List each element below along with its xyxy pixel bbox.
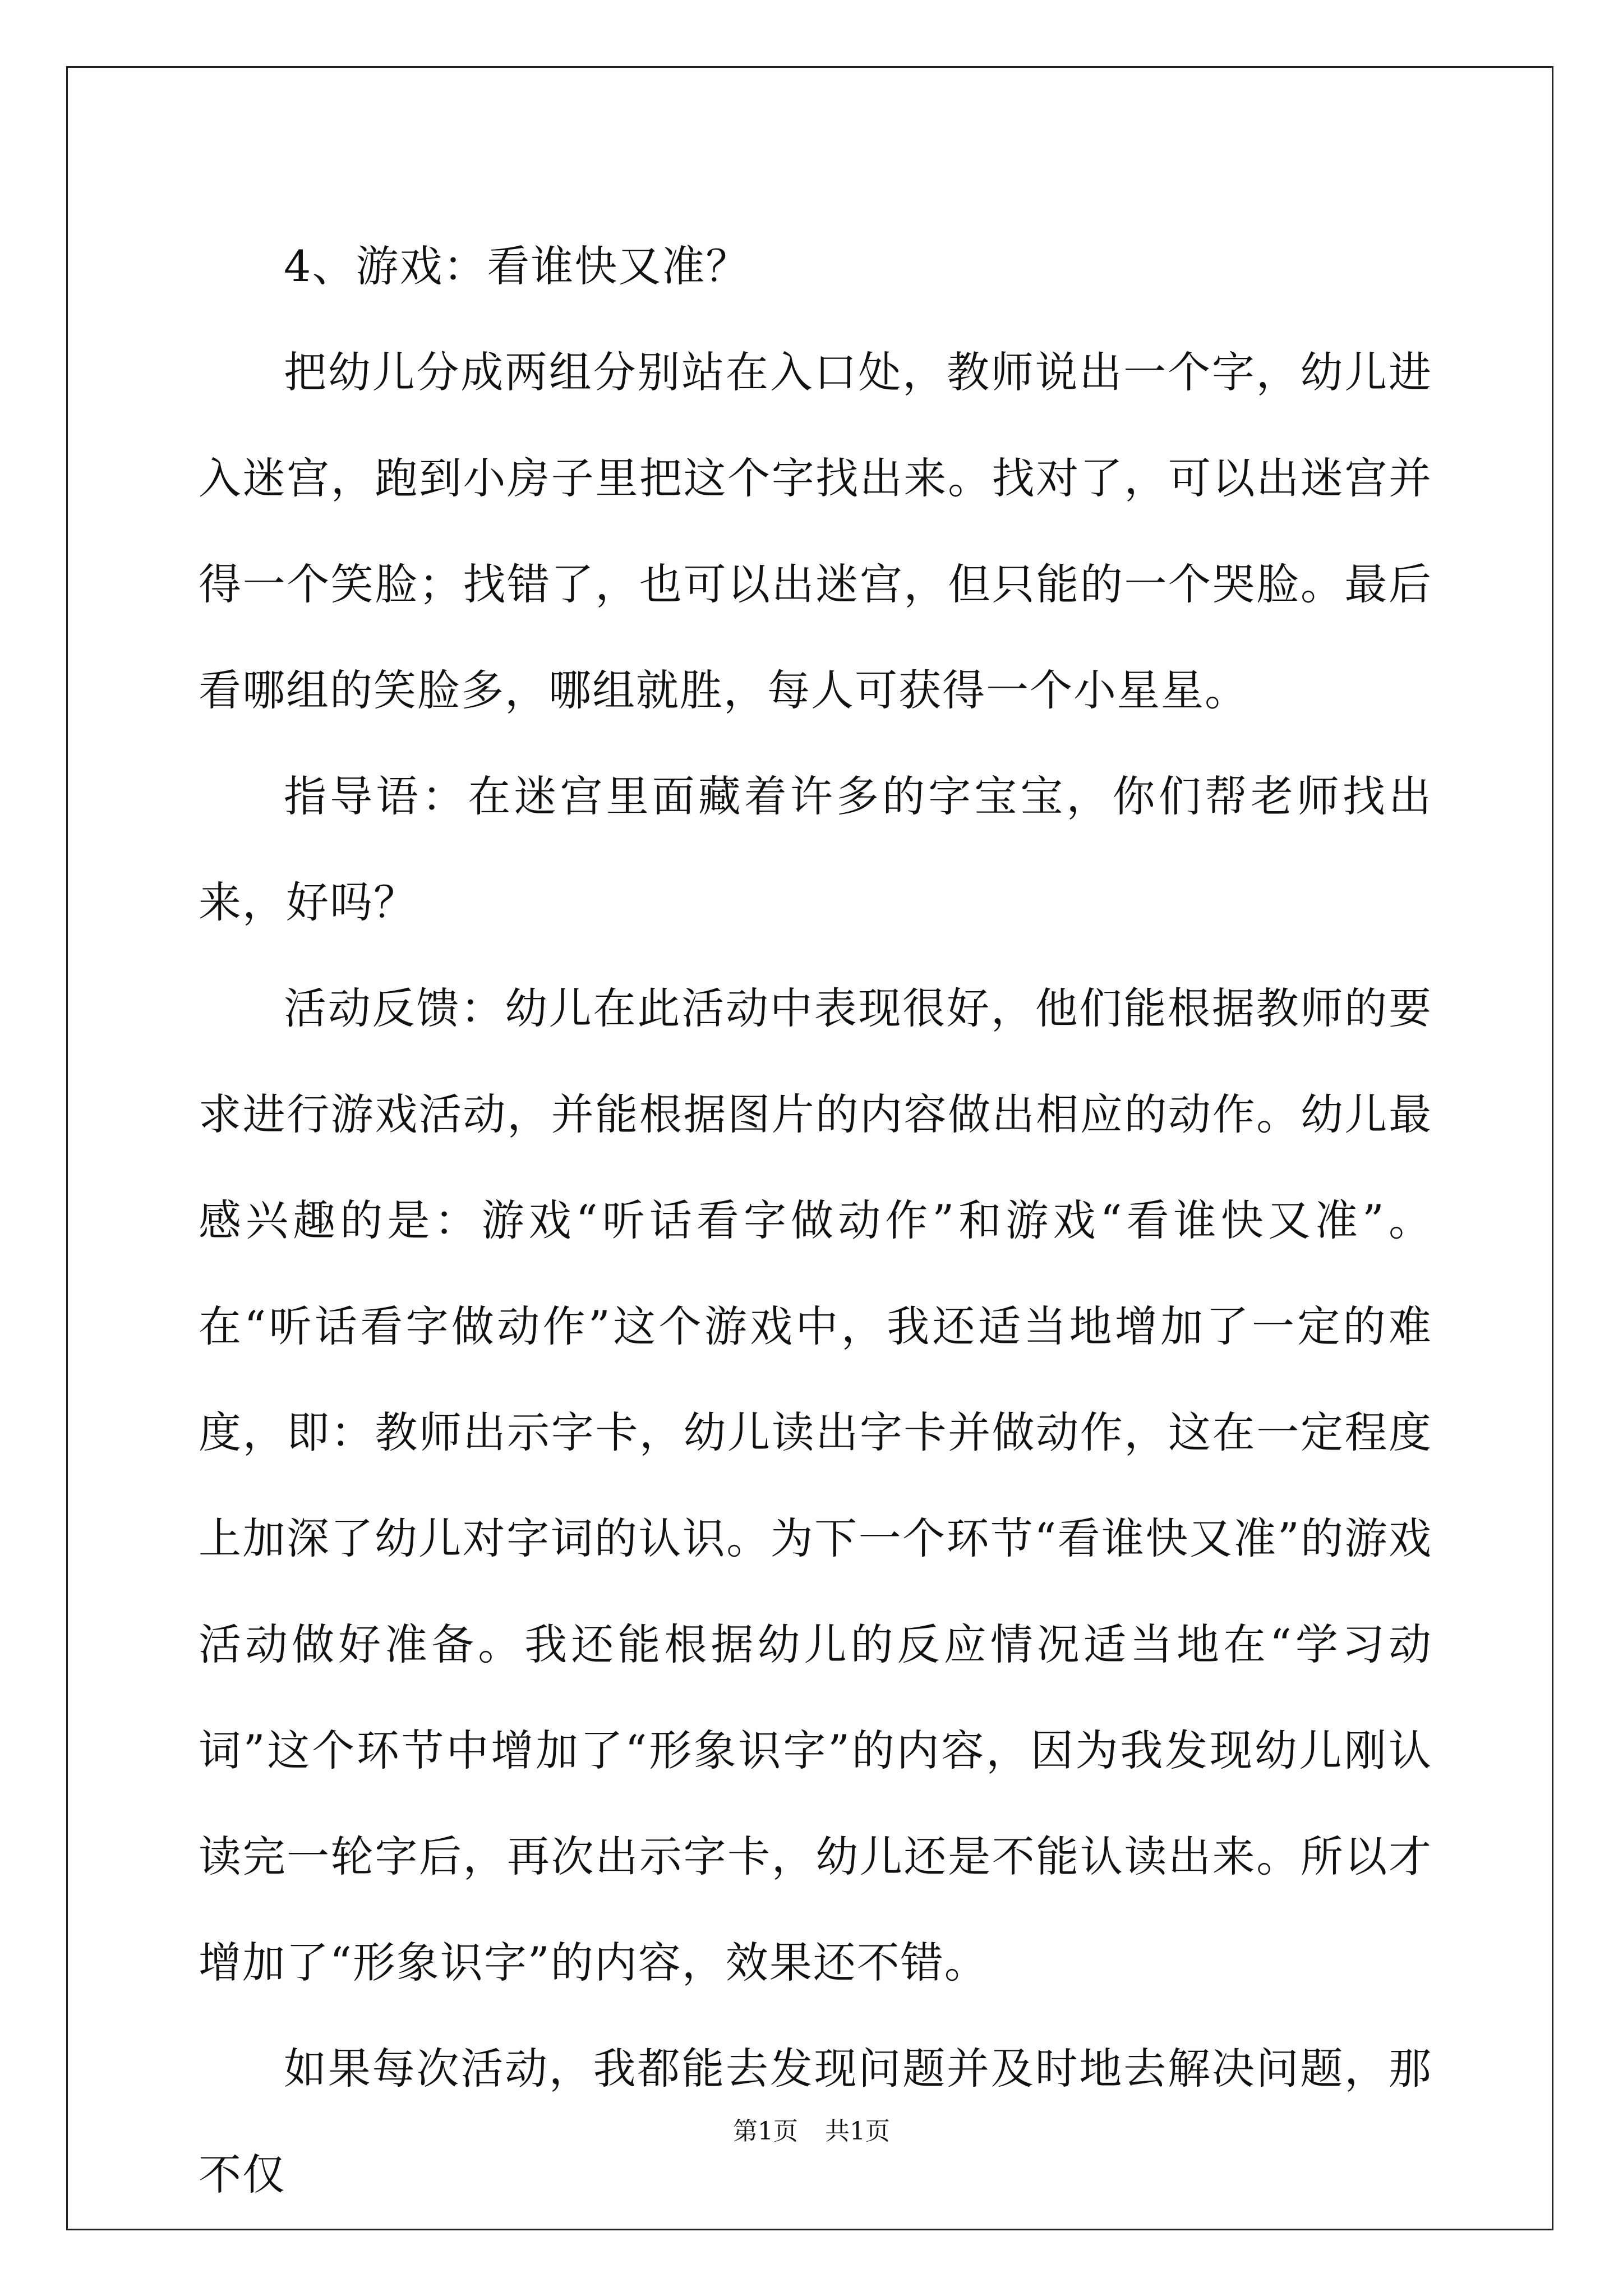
page-footer: [0, 2115, 1623, 2148]
paragraph-reflection: 如果每次活动，我都能去发现问题并及时地去解决问题，那不仅: [199, 2044, 1432, 2200]
paragraph-game-rules: 把幼儿分成两组分别站在入口处，教师说出一个字，幼儿进入迷宫，跑到小房子里把这个字找出来。找对了，可以出迷宫并得一个笑脸；找错了，也可以出迷宫，但只能的一个哭脸。最后看哪组的笑脸多，哪组就胜，每人可获得一个小星星。: [199, 347, 1432, 715]
paragraph-feedback: 活动反馈：幼儿在此活动中表现很好，他们能根据教师的要求进行游戏活动，并能根据图片的内容做出相应的动作。幼儿最感兴趣的是：游戏“听话看字做动作”和游戏“看谁快又准”。在“听话看字做动作”这个游戏中，我还适当地增加了一定的难度，即：教师出示字卡，幼儿读出字卡并做动作，这在一定程度上加深了幼儿对字词的认识。为下一个环节“看谁快又准”的游戏活动做好准备。我还能根据幼儿的反应情况适当地在“学习动词”这个环节中增加了“形象识字”的内容，因为我发现幼儿刚认读完一轮字后，再次出示字卡，幼儿还是不能认读出来。所以才增加了“形象识字”的内容，效果还不错。: [199, 983, 1432, 1987]
paragraph-guidance: 指导语：在迷宫里面藏着许多的字宝宝，你们帮老师找出来，好吗？: [199, 771, 1432, 927]
page-number: 第1页: [733, 2117, 798, 2146]
page-total: 共1页: [825, 2117, 890, 2146]
document-body: [199, 213, 1432, 2228]
paragraph-game-title: 4、游戏：看谁快又准？: [284, 241, 750, 291]
